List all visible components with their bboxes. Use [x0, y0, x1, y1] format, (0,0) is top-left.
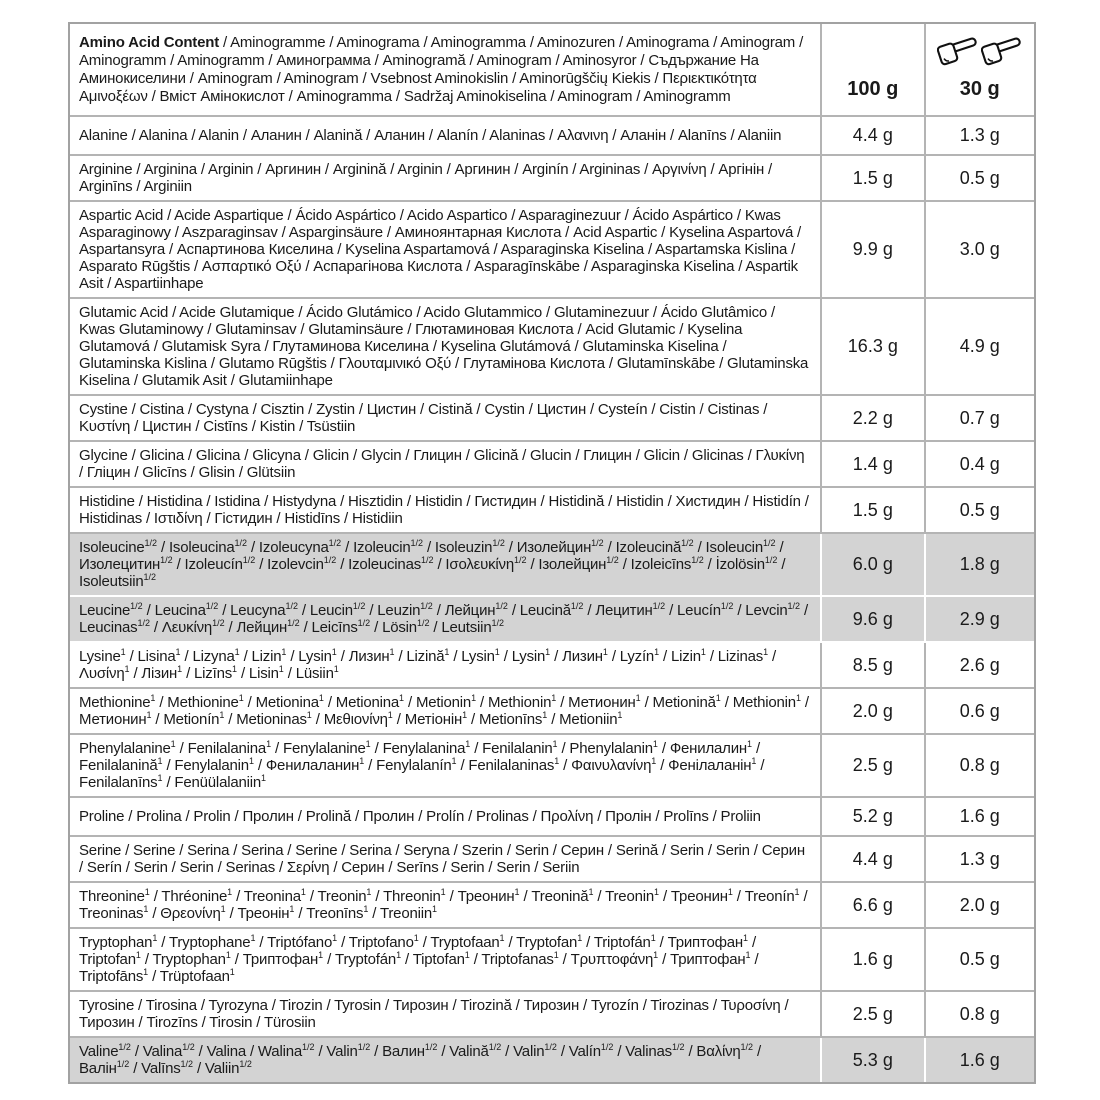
amino-acid-names: Cystine / Cistina / Cystyna / Cisztin / Zystin / Цистин / Cistină / Cystin / Цистин / Cysteín / Cistin / Cistinas / Κυστίνη / Цистин / Cistīns / Kistin / Tsüstiin: [70, 395, 821, 441]
table-row: [70, 1037, 1034, 1082]
scoop-icon: [937, 30, 979, 68]
amino-acid-names: Alanine / Alanina / Alanin / Аланин / Alanină / Аланин / Alanín / Alaninas / Αλανινη / Аланін / Alanīns / Alaniin: [70, 116, 821, 155]
value-per-100g: 1.5 g: [821, 487, 924, 533]
value-per-30g: 2.9 g: [925, 596, 1034, 642]
amino-acid-names: Glycine / Glicina / Glicina / Glicyna / Glicin / Glycin / Глицин / Glicină / Glucin / Глицин / Glicin / Glicinas / Γλυκίνη / Гліцин / Glicīns / Glisin / Glütsiin: [70, 441, 821, 487]
value-per-30g: 1.6 g: [925, 1037, 1034, 1082]
column-header-30g-label: 30 g: [959, 78, 1000, 100]
value-per-30g: 0.6 g: [925, 688, 1034, 734]
table-row: [70, 155, 1034, 201]
table-row: [70, 797, 1034, 836]
value-per-100g: 16.3 g: [821, 298, 924, 395]
amino-acid-names: Leucine$^{1/2}$ / Leucina$^{1/2}$ / Leucyna$^{1/2}$ / Leucin$^{1/2}$ / Leuzin$^{1/2}$ / Лейцин$^{1/2}$ / Leucină$^{1/2}$ / Лецитин$^{1/2}$ / Leucín$^{1/2}$ / Levcin$^{1/2}$ / Leucinas$^{1/2}$ / Λευκίνη$^{1/2}$ / Лейцин$^{1/2}$ / Leicīns$^{1/2}$ / Lösin$^{1/2}$ / Leutsiin$^{1/2}$: [70, 596, 821, 642]
value-per-100g: 5.2 g: [821, 797, 924, 836]
value-per-100g: 4.4 g: [821, 836, 924, 882]
table-row: [70, 688, 1034, 734]
value-per-30g: 0.8 g: [925, 734, 1034, 797]
amino-acid-names: Tyrosine / Tirosina / Tyrozyna / Tirozin / Tyrosin / Тирозин / Tirozină / Тирозин / Tyrozín / Tirozinas / Τυροσίνη / Тирозин / Tirozīns / Tirosin / Türosiin: [70, 991, 821, 1037]
value-per-30g: 3.0 g: [925, 201, 1034, 298]
table-row: [70, 991, 1034, 1037]
column-header-100g: [821, 24, 924, 116]
amino-acid-rows: [70, 116, 1034, 1082]
value-per-100g: 2.0 g: [821, 688, 924, 734]
value-per-30g: 1.6 g: [925, 797, 1034, 836]
value-per-30g: 1.8 g: [925, 533, 1034, 596]
table-row: [70, 596, 1034, 642]
table-title-translations: / Aminogramme / Aminograma / Aminogramma / Aminozuren / Aminograma / Aminogram / Aminogramm / Aminogramm / Аминограмма / Aminogramă / Aminogram / Aminosyror / Съдържание На Аминокиселини / Aminogram / Aminogram / Vsebnost Aminokislin / Aminorūgščių Kiekis / Περιεκτικότητα Αμινοξέων / Вміст Амінокислот / Aminogramma / Sadržaj Aminokiselina / Aminogram / Aminogramm: [79, 33, 804, 105]
amino-acid-names: Aspartic Acid / Acide Aspartique / Ácido Aspártico / Acido Aspartico / Asparaginezuur / Ácido Aspártico / Kwas Asparaginowy / Aszparaginsav / Asparginsäure / Аминоянтарная Кислота / Acid Aspartic / Kyselina Aspartová / Aspartansyra / Аспартинова Киселина / Kyselina Aspartamová / Asparaginska Kiselina / Aspartamska Kislina / Asparato Rūgštis / Ασπαρτικό Οξύ / Аспарагінова Кислота / Asparagīnskābe / Asparaginska Kiselina / Aspartik Asit / Aspartiinhape: [70, 201, 821, 298]
value-per-30g: 0.5 g: [925, 928, 1034, 991]
value-per-30g: 0.5 g: [925, 487, 1034, 533]
value-per-30g: 4.9 g: [925, 298, 1034, 395]
value-per-100g: 1.5 g: [821, 155, 924, 201]
amino-acid-names: Valine$^{1/2}$ / Valina$^{1/2}$ / Valina / Walina$^{1/2}$ / Valin$^{1/2}$ / Валин$^{1/2}$ / Valină$^{1/2}$ / Valin$^{1/2}$ / Valín$^{1/2}$ / Valinas$^{1/2}$ / Βαλίνη$^{1/2}$ / Валін$^{1/2}$ / Valīns$^{1/2}$ / Valiin$^{1/2}$: [70, 1037, 821, 1082]
column-header-30g: [925, 24, 1034, 116]
amino-acid-names: Methionine$^1$ / Methionine$^1$ / Metionina$^1$ / Metionina$^1$ / Metionin$^1$ / Methionin$^1$ / Метионин$^1$ / Metionină$^1$ / Methionin$^1$ / Метионин$^1$ / Metionín$^1$ / Metioninas$^1$ / Μεθιονίνη$^1$ / Метіонін$^1$ / Metionīns$^1$ / Metioniin$^1$: [70, 688, 821, 734]
value-per-30g: 2.0 g: [925, 882, 1034, 928]
value-per-30g: 0.7 g: [925, 395, 1034, 441]
table-row: [70, 642, 1034, 688]
value-per-30g: 0.5 g: [925, 155, 1034, 201]
value-per-100g: 5.3 g: [821, 1037, 924, 1082]
table-row: [70, 201, 1034, 298]
column-header-100g-label: 100 g: [847, 78, 899, 100]
header-row: [70, 24, 1034, 116]
table-row: [70, 116, 1034, 155]
table-title: [70, 24, 821, 116]
amino-acid-names: Phenylalanine$^1$ / Fenilalanina$^1$ / Fenylalanine$^1$ / Fenylalanina$^1$ / Fenilalanin$^1$ / Phenylalanin$^1$ / Фенилалин$^1$ / Fenilalanină$^1$ / Fenylalanin$^1$ / Фенилаланин$^1$ / Fenylalanín$^1$ / Fenilalaninas$^1$ / Φαινυλανίνη$^1$ / Фенілаланін$^1$ / Fenilalanīns$^1$ / Fenüülalaniin$^1$: [70, 734, 821, 797]
amino-acid-names: Proline / Prolina / Prolin / Пролин / Prolină / Пролин / Prolín / Prolinas / Προλίνη / Пролін / Prolīns / Proliin: [70, 797, 821, 836]
table-row: [70, 298, 1034, 395]
value-per-30g: 0.4 g: [925, 441, 1034, 487]
table-row: [70, 441, 1034, 487]
value-per-100g: 6.6 g: [821, 882, 924, 928]
scoop-icons: [928, 30, 1032, 68]
amino-acid-names: Isoleucine$^{1/2}$ / Isoleucina$^{1/2}$ / Izoleucyna$^{1/2}$ / Izoleucin$^{1/2}$ / Isoleuzin$^{1/2}$ / Изолейцин$^{1/2}$ / Izoleucină$^{1/2}$ / Isoleucin$^{1/2}$ / Изолецитин$^{1/2}$ / Izoleucín$^{1/2}$ / Izolevcin$^{1/2}$ / Izoleucinas$^{1/2}$ / Ισολευκίνη$^{1/2}$ / Ізолейцин$^{1/2}$ / Izoleicīns$^{1/2}$ / İzolösin$^{1/2}$ / Isoleutsiin$^{1/2}$: [70, 533, 821, 596]
table-row: [70, 882, 1034, 928]
amino-acid-names: Serine / Serine / Serina / Serina / Serine / Serina / Seryna / Szerin / Serin / Серин / Serină / Serin / Serin / Серин / Serín / Serin / Serin / Serinas / Σερίνη / Серин / Serīns / Serin / Serin / Seriin: [70, 836, 821, 882]
table-title-bold: Amino Acid Content: [79, 33, 219, 51]
value-per-100g: 1.4 g: [821, 441, 924, 487]
amino-acid-label: [68, 22, 1036, 1084]
value-per-100g: 9.6 g: [821, 596, 924, 642]
value-per-100g: 9.9 g: [821, 201, 924, 298]
table-row: [70, 533, 1034, 596]
table-row: [70, 487, 1034, 533]
scoop-icon: [981, 30, 1023, 68]
value-per-100g: 2.5 g: [821, 991, 924, 1037]
value-per-100g: 1.6 g: [821, 928, 924, 991]
value-per-100g: 2.5 g: [821, 734, 924, 797]
amino-acid-names: Tryptophan$^1$ / Tryptophane$^1$ / Triptófano$^1$ / Triptofano$^1$ / Tryptofaan$^1$ / Tryptofan$^1$ / Triptofán$^1$ / Триптофан$^1$ / Triptofan$^1$ / Tryptophan$^1$ / Триптофан$^1$ / Tryptofán$^1$ / Tiptofan$^1$ / Triptofanas$^1$ / Τρυπτοφάνη$^1$ / Триптофан$^1$ / Triptofāns$^1$ / Trüptofaan$^1$: [70, 928, 821, 991]
amino-acid-names: Lysine$^1$ / Lisina$^1$ / Lizyna$^1$ / Lizin$^1$ / Lysin$^1$ / Лизин$^1$ / Lizină$^1$ / Lysin$^1$ / Lysin$^1$ / Лизин$^1$ / Lyzín$^1$ / Lizin$^1$ / Lizinas$^1$ / Λυσίνη$^1$ / Лізин$^1$ / Lizīns$^1$ / Lisin$^1$ / Lüsiin$^1$: [70, 642, 821, 688]
table-row: [70, 395, 1034, 441]
table-row: [70, 734, 1034, 797]
value-per-30g: 1.3 g: [925, 116, 1034, 155]
amino-acid-names: Threonine$^1$ / Thréonine$^1$ / Treonina$^1$ / Treonin$^1$ / Threonin$^1$ / Треонин$^1$ / Treonină$^1$ / Treonin$^1$ / Треонин$^1$ / Treonín$^1$ / Treoninas$^1$ / Θρεονίνη$^1$ / Треонін$^1$ / Treonīns$^1$ / Treoniin$^1$: [70, 882, 821, 928]
value-per-30g: 1.3 g: [925, 836, 1034, 882]
table-row: [70, 836, 1034, 882]
amino-acid-names: Glutamic Acid / Acide Glutamique / Ácido Glutámico / Acido Glutammico / Glutaminezuur / Ácido Glutâmico / Kwas Glutaminowy / Glutaminsav / Glutaminsäure / Глютаминовая Кислота / Acid Glutamic / Kyselina Glutamová / Glutamisk Syra / Глутаминова Киселина / Kyselina Glutámová / Glutaminska Kiselina / Glutaminska Kislina / Glutamo Rūgštis / Γλουταμινικό Οξύ / Глутамінова Кислота / Glutamīnskābe / Glutaminska Kiselina / Glutamik Asit / Glutamiinhape: [70, 298, 821, 395]
table-row: [70, 928, 1034, 991]
value-per-100g: 6.0 g: [821, 533, 924, 596]
value-per-30g: 2.6 g: [925, 642, 1034, 688]
value-per-100g: 2.2 g: [821, 395, 924, 441]
amino-acid-table: [70, 24, 1034, 1082]
value-per-30g: 0.8 g: [925, 991, 1034, 1037]
amino-acid-names: Histidine / Histidina / Istidina / Histydyna / Hisztidin / Histidin / Гистидин / Histidină / Histidin / Хистидин / Histidín / Histidinas / Ιστιδίνη / Гістидин / Histidīns / Histidiin: [70, 487, 821, 533]
amino-acid-names: Arginine / Arginina / Arginin / Аргинин / Arginină / Arginin / Аргинин / Arginín / Argininas / Αργινίνη / Аргінін / Arginīns / Arginiin: [70, 155, 821, 201]
value-per-100g: 8.5 g: [821, 642, 924, 688]
value-per-100g: 4.4 g: [821, 116, 924, 155]
